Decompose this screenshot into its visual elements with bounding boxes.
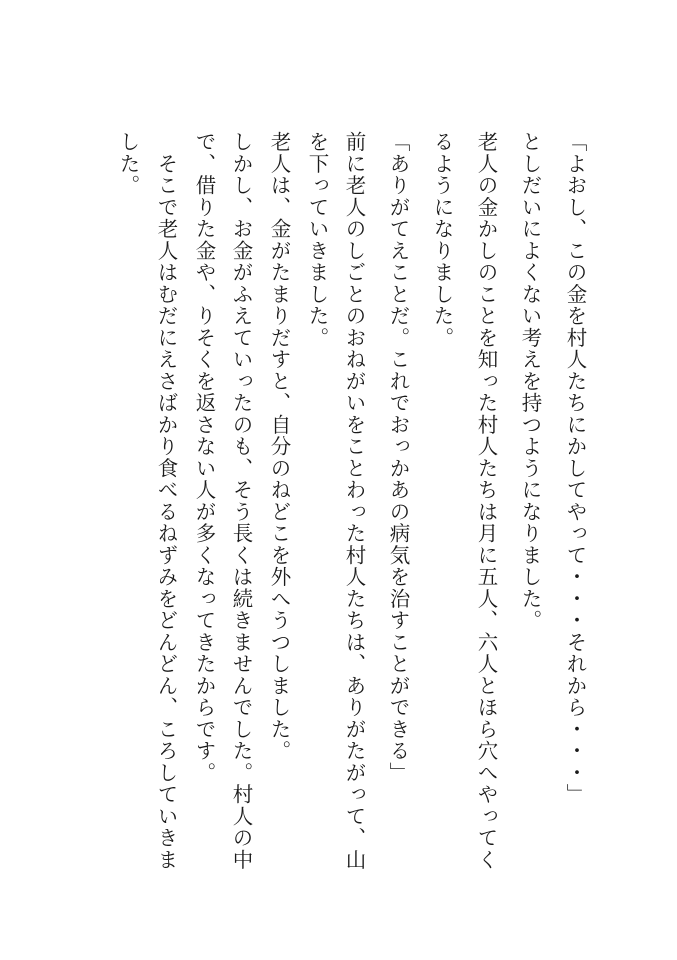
text-line-6: 前に老人のしごとのおねがいをことわった村人たちは、ありがたがって、山 <box>342 131 366 871</box>
text-line-1: 「よおし、この金を村人たちにかしてやって・・・それから・・・」 <box>563 131 587 806</box>
text-line-2: としだいによくない考えを持つようになりました。 <box>518 131 542 632</box>
text-line-11: そこで老人はむだにえさばかり食べるねずみをどんどん、ころしていきま <box>154 131 178 871</box>
text-line-7: を下っていきました。 <box>305 131 329 349</box>
text-line-3: 老人の金かしのことを知った村人たちは月に五人、六人とほら穴へやってく <box>474 131 498 871</box>
text-line-10: で、借りた金や、りそくを返さない人が多くなってきたからです。 <box>192 131 216 784</box>
text-line-9: しかし、お金がふえていったのも、そう長くは続きませんでした。村人の中 <box>229 131 253 871</box>
text-line-4: るようになりました。 <box>430 131 454 349</box>
text-line-8: 老人は、金がたまりだすと、自分のねどこを外へうつしました。 <box>267 131 291 762</box>
text-line-5: 「ありがてえことだ。これでおっかあの病気を治すことができる」 <box>386 131 410 784</box>
text-line-12: した。 <box>116 131 140 197</box>
